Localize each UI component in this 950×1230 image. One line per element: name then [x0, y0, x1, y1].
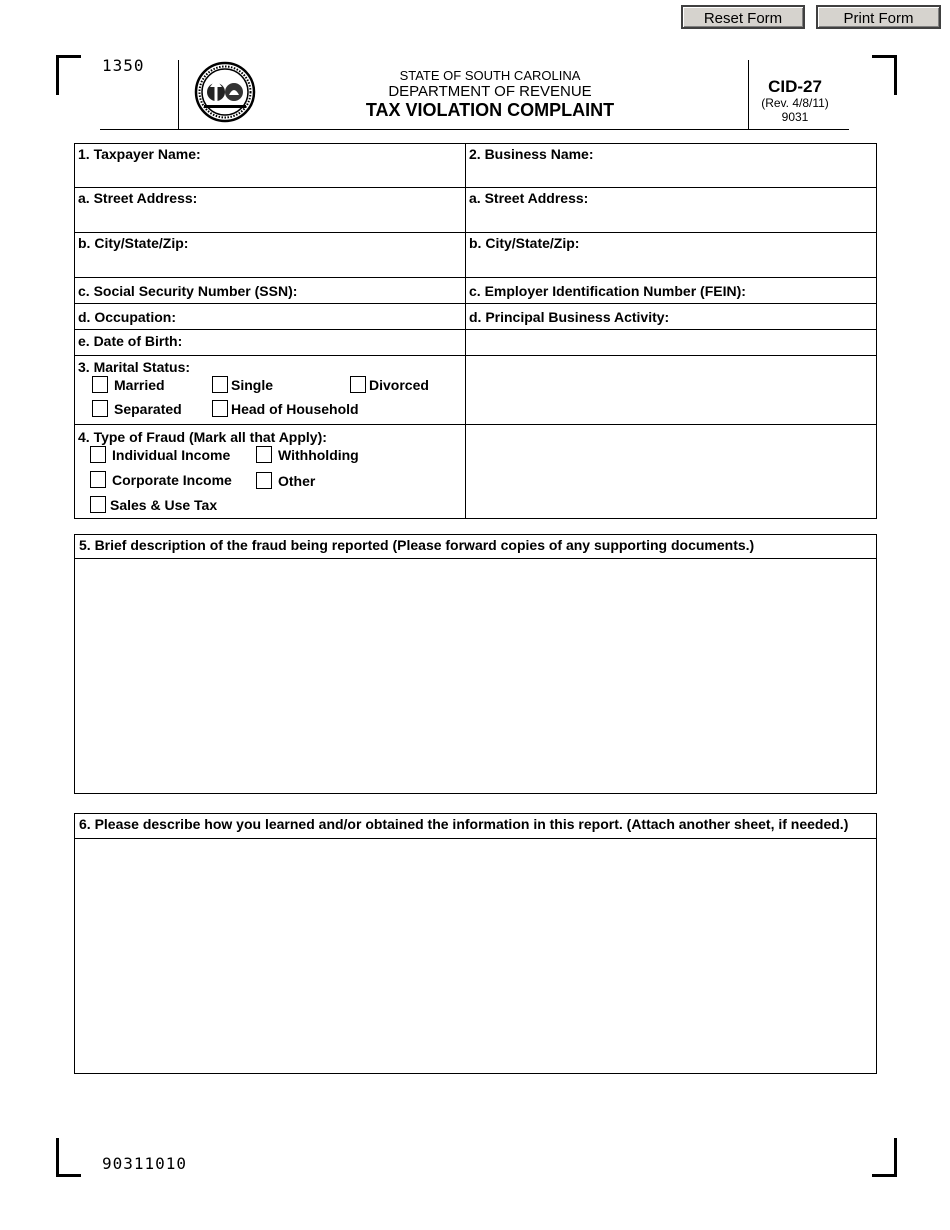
taxpayer-name-label: 1. Taxpayer Name: [78, 146, 201, 162]
department-name: DEPARTMENT OF REVENUE [388, 83, 592, 100]
taxpayer-street-field[interactable] [76, 207, 463, 229]
scan-code-top: 1350 [102, 56, 145, 75]
separated-label: Separated [114, 401, 182, 417]
fraud-description-label: 5. Brief description of the fraud being reported (Please forward copies of any supporting documents.) [79, 537, 755, 553]
individual-income-label: Individual Income [112, 447, 231, 463]
grid-row-line [74, 329, 877, 330]
grid-row-line [74, 303, 877, 304]
other-label: Other [278, 473, 316, 489]
header-divider-left [178, 60, 179, 130]
head-of-household-checkbox[interactable] [212, 400, 228, 417]
business-name-field[interactable] [467, 163, 875, 185]
sales-use-tax-checkbox[interactable] [90, 496, 106, 513]
taxpayer-street-label: a. Street Address: [78, 190, 198, 206]
section6-header-rule [74, 838, 877, 839]
ssn-label: c. Social Security Number (SSN): [78, 283, 298, 299]
divorced-checkbox[interactable] [350, 376, 366, 393]
fraud-description-textarea[interactable] [76, 560, 875, 792]
dob-field[interactable] [186, 331, 463, 353]
header-divider-right [748, 60, 749, 130]
sales-use-tax-label: Sales & Use Tax [110, 497, 218, 513]
corner-mark-bottom-left [56, 1138, 81, 1177]
grid-row-line [74, 424, 877, 425]
form-id: CID-27 [768, 77, 822, 96]
single-checkbox[interactable] [212, 376, 228, 393]
form-revision: (Rev. 4/8/11) [761, 96, 829, 110]
head-of-household-label: Head of Household [231, 401, 359, 417]
withholding-checkbox[interactable] [256, 446, 272, 463]
print-form-button[interactable]: Print Form [816, 5, 941, 29]
divorced-label: Divorced [369, 377, 429, 393]
header-rule [100, 129, 849, 130]
grid-row-line [74, 232, 877, 233]
corporate-income-label: Corporate Income [112, 472, 232, 488]
state-name: STATE OF SOUTH CAROLINA [399, 68, 581, 83]
corner-mark-bottom-right [872, 1138, 897, 1177]
grid-row-line [74, 277, 877, 278]
occupation-field[interactable] [180, 306, 463, 327]
corner-mark-top-right [872, 55, 897, 95]
corner-mark-top-left [56, 55, 81, 95]
other-checkbox[interactable] [256, 472, 272, 489]
taxpayer-name-field[interactable] [76, 163, 463, 185]
information-source-label: 6. Please describe how you learned and/or obtained the information in this report. (Attach another sheet, if needed.) [79, 816, 849, 832]
marital-status-label: 3. Marital Status: [78, 359, 191, 375]
grid-row-line [74, 187, 877, 188]
fein-field[interactable] [750, 280, 875, 301]
corporate-income-checkbox[interactable] [90, 471, 106, 488]
single-label: Single [231, 377, 274, 393]
occupation-label: d. Occupation: [78, 309, 176, 325]
grid-center-divider [465, 143, 466, 519]
business-street-field[interactable] [467, 207, 875, 229]
section5-header-rule [74, 558, 877, 559]
married-checkbox[interactable] [92, 376, 108, 393]
business-street-label: a. Street Address: [469, 190, 589, 206]
grid-row-line [74, 355, 877, 356]
ssn-field[interactable] [300, 280, 463, 301]
scan-code-bottom: 90311010 [102, 1154, 188, 1173]
business-city-field[interactable] [467, 252, 875, 274]
taxpayer-city-field[interactable] [76, 252, 463, 274]
business-name-label: 2. Business Name: [469, 146, 594, 162]
business-activity-field[interactable] [673, 306, 875, 327]
married-label: Married [114, 377, 165, 393]
business-activity-label: d. Principal Business Activity: [469, 309, 670, 325]
taxpayer-city-label: b. City/State/Zip: [78, 235, 189, 251]
fraud-type-label: 4. Type of Fraud (Mark all that Apply): [78, 429, 327, 445]
fein-label: c. Employer Identification Number (FEIN): [469, 283, 746, 299]
reset-form-button[interactable]: Reset Form [681, 5, 805, 29]
form-number: 9031 [781, 110, 809, 124]
form-title: TAX VIOLATION COMPLAINT [365, 100, 615, 120]
business-city-label: b. City/State/Zip: [469, 235, 580, 251]
information-source-textarea[interactable] [76, 840, 875, 1072]
dob-label: e. Date of Birth: [78, 333, 183, 349]
withholding-label: Withholding [278, 447, 359, 463]
separated-checkbox[interactable] [92, 400, 108, 417]
state-seal-logo [194, 61, 256, 123]
individual-income-checkbox[interactable] [90, 446, 106, 463]
